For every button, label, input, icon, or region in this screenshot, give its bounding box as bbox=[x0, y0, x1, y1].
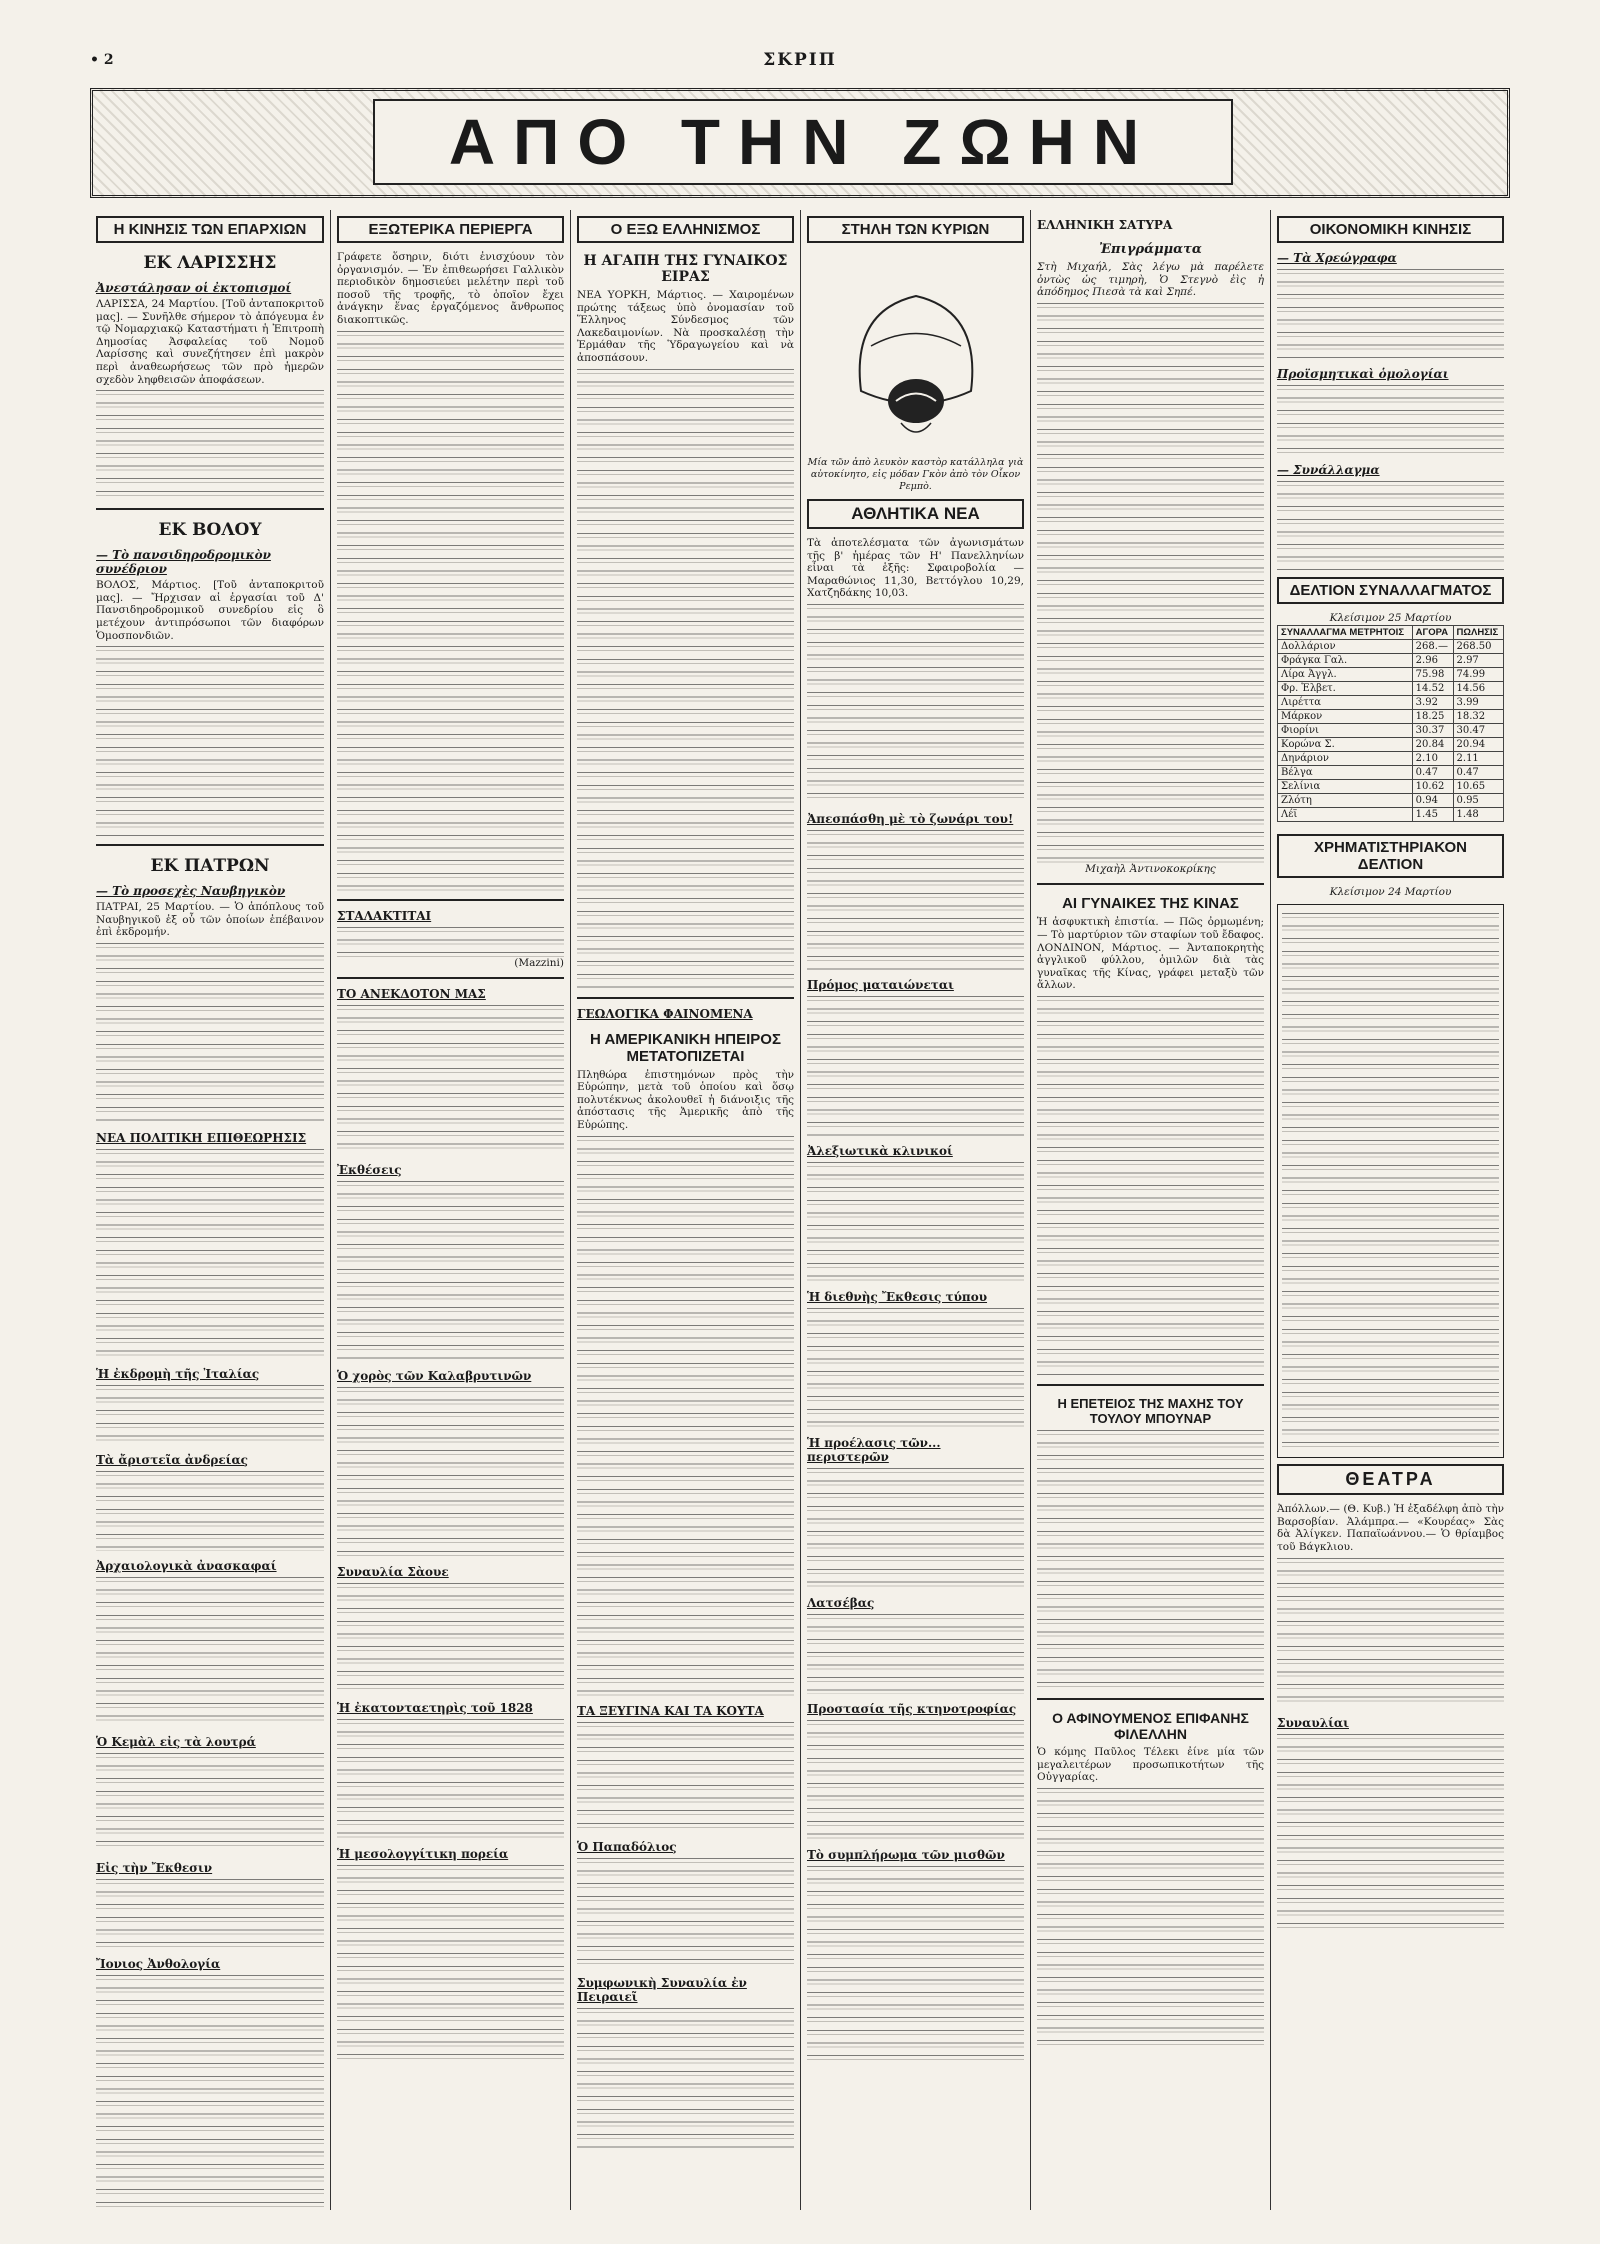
col-header: ΠΩΛΗΣΙΣ bbox=[1453, 625, 1503, 639]
text-block bbox=[337, 331, 564, 891]
article-title: Πρόμος ματαιώνεται bbox=[807, 977, 954, 992]
stock-header: ΧΡΗΜΑΤΙΣΤΗΡΙΑΚΟΝ ΔΕΛΤΙΟΝ bbox=[1277, 834, 1504, 878]
table-cell: Λιρέττα bbox=[1278, 695, 1413, 709]
table-header-row bbox=[1278, 625, 1504, 639]
table-cell: 0.94 bbox=[1412, 793, 1453, 807]
text-block bbox=[577, 1136, 794, 1696]
article-title: Ἡ μεσολογγίτικη πορεία bbox=[337, 1847, 509, 1862]
column-provinces bbox=[90, 210, 330, 2210]
larissa-text: ΛΑΡΙΣΣΑ, 24 Μαρτίου. [Τοῦ ἀνταποκριτοῦ μας]. — Συνῆλθε σήμερον τὸ ἀπόγευμα ἐν τῷ Νομαρχιακῷ Καταστήματι ἡ Ἐπιτροπὴ Δημοσίας Ἀσφαλείας τοῦ Νομοῦ Λαρίσσης καὶ συνεζήτησεν ἐπὶ μακρὸν περὶ ἀναθεωρήσεως τῶν πρὸ ἡμερῶν σχεδὸν ληφθεισῶν ἀποφάσεων. bbox=[96, 298, 324, 386]
table-cell: 10.62 bbox=[1412, 779, 1453, 793]
text-block bbox=[807, 1308, 1024, 1428]
stock-date: Κλείσιμον 24 Μαρτίου bbox=[1329, 885, 1452, 898]
satire-subtitle: Ἐπιγράμματα bbox=[1099, 242, 1202, 257]
hellenism-header: Ο ΕΞΩ ΕΛΛΗΝΙΣΜΟΣ bbox=[577, 216, 794, 243]
table-row bbox=[1278, 709, 1504, 723]
text-block bbox=[1277, 385, 1504, 455]
column-hellenism bbox=[570, 210, 800, 2210]
table-row bbox=[1278, 723, 1504, 737]
table-cell: 10.65 bbox=[1453, 779, 1503, 793]
table-cell: 268.— bbox=[1412, 639, 1453, 653]
section-banner bbox=[90, 88, 1510, 198]
exchange-table bbox=[1277, 625, 1504, 822]
divider bbox=[337, 899, 564, 901]
table-cell: 2.96 bbox=[1412, 653, 1453, 667]
table-cell: 2.97 bbox=[1453, 653, 1503, 667]
volos-text: ΒΟΛΟΣ, Μάρτιος. [Τοῦ ἀνταποκριτοῦ μας]. — Ἤρχισαν αἱ ἐργασίαι τοῦ Δ' Πανσιδηροδρομικοῦ συνεδρίου εἰς ὃ μετέχουν ἀντιπρόσωποι τῶν διαφόρων Ὁμοσπονδιῶν. bbox=[96, 579, 324, 642]
article-title: Ἀπεσπάσθη μὲ τὸ ζωνάρι του! bbox=[807, 811, 1014, 826]
divider bbox=[337, 977, 564, 979]
table-cell: Φράγκα Γαλ. bbox=[1278, 653, 1413, 667]
story1-text: ΝΕΑ ΥΟΡΚΗ, Μάρτιος. — Χαιρομένων πρώτης τάξεως ὑπὸ ὀνομασίαν τοῦ Ἕλληνος Σύνδεσμος τῶν Λακεδαιμονίων. Νὰ προσκαλέσῃ τὴν Ἐρμάθαν τῆς Ὑδραγωγείου καὶ νὰ ἀποσπάσουν. bbox=[577, 289, 794, 364]
table-row bbox=[1278, 639, 1504, 653]
story2-headline: Η ΑΜΕΡΙΚΑΝΙΚΗ ΗΠΕΙΡΟΣ ΜΕΤΑΤΟΠΙΖΕΤΑΙ bbox=[590, 1030, 781, 1065]
table-row bbox=[1278, 807, 1504, 821]
article-title: Ἴονιος Ἀνθολογία bbox=[96, 1956, 221, 1971]
table-cell: 14.56 bbox=[1453, 681, 1503, 695]
text-block bbox=[1277, 1558, 1504, 1708]
article-title: Ὁ Κεμὰλ εἰς τὰ λουτρά bbox=[96, 1734, 256, 1749]
table-cell: Λίρα Ἀγγλ. bbox=[1278, 667, 1413, 681]
table-cell: 30.47 bbox=[1453, 723, 1503, 737]
theatre-text: Ἀπόλλων.— (Θ. Κυβ.) Ἡ ἐξαδέλφη ἀπὸ τὴν Βαρσοβίαν. Ἀλάμπρα.— «Κουρέας» Σὰς δὰ Ἀλίγκεν. Παπαϊωάννου.— Ὁ θρίαμβος τοῦ Βάγκλιου. bbox=[1277, 1503, 1504, 1553]
story2-kicker: ΓΕΩΛΟΓΙΚΑ ΦΑΙΝΟΜΕΝΑ bbox=[577, 1006, 753, 1021]
article-title: Εἰς τὴν Ἔκθεσιν bbox=[96, 1860, 213, 1875]
table-cell: Σελίνια bbox=[1278, 779, 1413, 793]
table-cell: 3.92 bbox=[1412, 695, 1453, 709]
table-row bbox=[1278, 751, 1504, 765]
sports-text: Τὰ ἀποτελέσματα τῶν ἀγωνισμάτων τῆς β' ἡμέρας τῶν Η' Πανελληνίων εἶναι τὰ ἑξῆς: Σφαιροβολία — Μαραθώνιος 11,30, Βεττόγλου 10,29, Χατζηδάκης 10,03. bbox=[807, 537, 1024, 600]
table-row bbox=[1278, 765, 1504, 779]
larissa-heading: ΕΚ ΛΑΡΙΣΣΗΣ bbox=[143, 253, 277, 273]
table-row bbox=[1278, 793, 1504, 807]
text-block bbox=[1037, 1430, 1264, 1690]
article-title: Συναυλία Σὰουε bbox=[337, 1565, 449, 1580]
volos-title: — Τὸ πανσιδηροδρομικὸν συνέδριον bbox=[96, 548, 271, 577]
table-cell: 268.50 bbox=[1453, 639, 1503, 653]
text-block bbox=[577, 1858, 794, 1968]
banner-title: ΑΠΟ ΤΗΝ ΖΩΗΝ bbox=[373, 99, 1233, 185]
text-block bbox=[96, 1149, 324, 1359]
patron-title: — Τὸ προσεχὲς Ναυβηγικὸν bbox=[96, 884, 286, 899]
exchange-header: ΔΕΛΤΙΟΝ ΣΥΝΑΛΛΑΓΜΑΤΟΣ bbox=[1277, 577, 1504, 604]
text-block bbox=[807, 604, 1024, 804]
table-cell: 3.99 bbox=[1453, 695, 1503, 709]
philhellene-text: Ὁ κόμης Παῦλος Τέλεκι ἐίνε μία τῶν μεγαλειτέρων προσωπικοτήτων τῆς Οὐγγαρίας. bbox=[1037, 1745, 1264, 1784]
table-cell: 18.32 bbox=[1453, 709, 1503, 723]
masthead: ΣΚΡΙΠ bbox=[763, 50, 837, 70]
table-cell: Φιορίνι bbox=[1278, 723, 1413, 737]
article-title: Ἡ διεθνὴς Ἔκθεσις τύπου bbox=[807, 1289, 988, 1304]
top-line bbox=[90, 50, 1510, 72]
text-block bbox=[337, 1387, 564, 1557]
text-block bbox=[337, 927, 564, 957]
divider bbox=[1037, 1698, 1264, 1700]
text-block bbox=[96, 1753, 324, 1853]
satire-title: ΕΛΛΗΝΙΚΗ ΣΑΤΥΡΑ bbox=[1037, 218, 1173, 232]
table-row bbox=[1278, 667, 1504, 681]
table-cell: 1.48 bbox=[1453, 807, 1503, 821]
hat-illustration bbox=[831, 251, 1001, 451]
volos-heading: ΕΚ ΒΟΛΟΥ bbox=[158, 520, 262, 541]
ladies-header: ΣΤΗΛΗ ΤΩΝ ΚΥΡΙΩΝ bbox=[807, 216, 1024, 243]
text-block bbox=[96, 390, 324, 500]
text-block bbox=[96, 943, 324, 1123]
table-cell: 20.84 bbox=[1412, 737, 1453, 751]
table-cell: 0.95 bbox=[1453, 793, 1503, 807]
table-cell: Ζλότη bbox=[1278, 793, 1413, 807]
text-block bbox=[807, 1720, 1024, 1840]
column-ladies bbox=[800, 210, 1030, 2210]
divider bbox=[577, 997, 794, 999]
larissa-title: Ἀνεστάλησαν οἱ ἐκτοπισμοί bbox=[96, 281, 292, 295]
table-cell: Δολλάριον bbox=[1278, 639, 1413, 653]
text-block bbox=[1037, 303, 1264, 863]
table-row bbox=[1278, 653, 1504, 667]
article-title: Ὁ Παπαδόλιος bbox=[577, 1839, 677, 1854]
article-title: Ἀρχαιολογικὰ ἀνασκαφαί bbox=[96, 1558, 277, 1573]
table-cell: 0.47 bbox=[1412, 765, 1453, 779]
text-block bbox=[1037, 1788, 1264, 2048]
article-title: Ὁ χορὸς τῶν Καλαβρυτινῶν bbox=[337, 1369, 532, 1384]
figure-caption: Μία τῶν ἀπὸ λευκὸν καστὸρ κατάλληλα γιὰ αὐτοκίνητο, εἰς μόδαν Γκὸν ἀπὸ τὸν Οἶκον Ρεμπὸ. bbox=[807, 457, 1024, 492]
page-number: • 2 bbox=[90, 52, 114, 68]
newspaper-page bbox=[90, 50, 1510, 2220]
article-title: Ἡ ἐκδρομὴ τῆς Ἰταλίας bbox=[96, 1366, 260, 1381]
text-block bbox=[337, 1583, 564, 1693]
anekdota-title: ΤΟ ΑΝΕΚΔΟΤΟΝ ΜΑΣ bbox=[337, 987, 486, 1002]
sports-header: ΑΘΛΗΤΙΚΑ ΝΕΑ bbox=[807, 499, 1024, 529]
concert-title: Συναυλίαι bbox=[1277, 1715, 1349, 1730]
text-block bbox=[96, 1385, 324, 1445]
economy-header: ΟΙΚΟΝΟΜΙΚΗ ΚΙΝΗΣΙΣ bbox=[1277, 216, 1504, 243]
table-cell: 2.11 bbox=[1453, 751, 1503, 765]
table-cell: 74.99 bbox=[1453, 667, 1503, 681]
divider bbox=[1037, 1384, 1264, 1386]
table-cell: Δηνάριον bbox=[1278, 751, 1413, 765]
economy-item: — Τὰ Χρεώγραφα bbox=[1277, 251, 1397, 265]
patron-text: ΠΑΤΡΑΙ, 25 Μαρτίου. — Ὁ ἀπόπλους τοῦ Ναυβηγικοῦ ἐξ οὗ τῶν ὁποίων ἐπέβαινον ἐπὶ ἐκδρομήν. bbox=[96, 901, 324, 939]
article-title: Ἡ ἐκατονταετηρὶς τοῦ 1828 bbox=[337, 1701, 533, 1716]
story2-text: Πληθώρα ἐπιστημόνων πρὸς τὴν Εὐρώπην, μετὰ τοῦ ὁποίου καὶ ὅσῳ πολυτέκνως ἀκολουθεῖ ἡ διάνοιξις τῆς ἀπόστασις τῆς Ἀμερικῆς ἀπὸ τῆς Εὐρώπης. bbox=[577, 1068, 794, 1131]
table-cell: 2.10 bbox=[1412, 751, 1453, 765]
economy-item: Προϊσμητικαὶ ὁμολογίαι bbox=[1277, 367, 1449, 381]
battle-headline: Η ΕΠΕΤΕΙΟΣ ΤΗΣ ΜΑΧΗΣ ΤΟΥ ΤΟΥΛΟΥ ΜΠΟΥΝΑΡ bbox=[1057, 1395, 1244, 1426]
table-row bbox=[1278, 779, 1504, 793]
chinese-text: Ἡ ἀσφυκτικὴ ἐπιστία. — Πῶς ὀρμωμένη; — Τὸ μαρτύριον τῶν σταφίων τοῦ ἔδαφος. ΛΟΝΔΙΝΟΝ, Μάρτιος. — Ἀνταποκρητὴς ἀγγλικοῦ φύλλου, ὁμιλῶν διὰ τὰς γυναῖκας τῆς Κίνας, γράφει μεταξὺ τῶν ἄλλων. bbox=[1037, 916, 1264, 992]
article-title: Προστασία τῆς κτηνοτροφίας bbox=[807, 1701, 1017, 1716]
divider bbox=[96, 844, 324, 846]
table-row bbox=[1278, 695, 1504, 709]
text-block bbox=[96, 1975, 324, 2210]
text-block bbox=[807, 1468, 1024, 1588]
article-title: Λατσέβας bbox=[807, 1595, 875, 1610]
text-block bbox=[96, 646, 324, 836]
patron-heading: ΕΚ ΠΑΤΡΩΝ bbox=[150, 856, 270, 877]
column-curiosities bbox=[330, 210, 570, 2210]
table-cell: Βέλγα bbox=[1278, 765, 1413, 779]
text-block bbox=[577, 2008, 794, 2148]
text-block bbox=[1277, 269, 1504, 359]
article-title: Ἀλεξιωτικὰ κλινικοί bbox=[807, 1143, 953, 1158]
text-block bbox=[337, 1865, 564, 2065]
provinces-header: Η ΚΙΝΗΣΙΣ ΤΩΝ ΕΠΑΡΧΙΩΝ bbox=[96, 216, 324, 243]
satire-verse: Στὴ Μιχαήλ, Σὰς λέγω μὰ παρέλετε ὀντὼς ὡς τιμηρὴ, Ὁ Στεγνὸ ἐὶς ἡ ἀπόδημος Πιεσὰ τὰ καὶ Σηπέ. bbox=[1037, 261, 1264, 299]
table-cell: Λέϊ bbox=[1278, 807, 1413, 821]
text-block bbox=[807, 996, 1024, 1136]
table-cell: 75.98 bbox=[1412, 667, 1453, 681]
article-title: ΤΑ ΞΕΥΓΙΝΑ ΚΑΙ ΤΑ ΚΟΥΤΑ bbox=[577, 1703, 764, 1718]
col-header: ΑΓΟΡΑ bbox=[1412, 625, 1453, 639]
divider bbox=[96, 508, 324, 510]
col-header: ΣΥΝΑΛΛΑΓΜΑ ΜΕΤΡΗΤΟΙΣ bbox=[1278, 625, 1413, 639]
text-block bbox=[807, 830, 1024, 970]
text-block bbox=[1277, 481, 1504, 571]
text-block bbox=[807, 1866, 1024, 2066]
exchange-date: Κλείσιμον 25 Μαρτίου bbox=[1329, 612, 1452, 624]
text-block bbox=[1037, 996, 1264, 1376]
text-block bbox=[337, 1181, 564, 1361]
text-block bbox=[337, 1719, 564, 1839]
table-row bbox=[1278, 681, 1504, 695]
story1-headline: Η ΑΓΑΠΗ ΤΗΣ ΓΥΝΑΙΚΟΣ ΕΙΡΑΣ bbox=[583, 253, 788, 285]
text-block bbox=[96, 1577, 324, 1727]
stock-table bbox=[1277, 904, 1504, 1458]
article-title: Ἡ προέλασις τῶν... περιστερῶν bbox=[807, 1435, 941, 1464]
quote-author: (Mazzini) bbox=[514, 956, 564, 969]
column-satire bbox=[1030, 210, 1270, 2210]
stalaktitai-title: ΣΤΑΛΑΚΤΙΤΑΙ bbox=[337, 908, 432, 923]
economy-item: — Συνάλλαγμα bbox=[1277, 463, 1380, 477]
verse-author: Μιχαὴλ Ἀντινοκοκρίκης bbox=[1085, 862, 1216, 875]
text-block bbox=[337, 1005, 564, 1155]
table-cell: Φρ. Ἑλβετ. bbox=[1278, 681, 1413, 695]
text-block bbox=[96, 1879, 324, 1949]
table-cell: 18.25 bbox=[1412, 709, 1453, 723]
table-row bbox=[1278, 737, 1504, 751]
text-block bbox=[807, 1162, 1024, 1282]
curiosities-header: ΕΞΩΤΕΡΙΚΑ ΠΕΡΙΕΡΓΑ bbox=[337, 216, 564, 243]
philhellene-headline: Ο ΑΦΙΝΟΥΜΕΝΟΣ ΕΠΙΦΑΝΗΣ ΦΙΛΕΛΛΗΝ bbox=[1052, 1709, 1249, 1742]
text-block bbox=[577, 369, 794, 989]
table-cell: 1.45 bbox=[1412, 807, 1453, 821]
article-title: Τὰ ἄριστεῖα ἀνδρείας bbox=[96, 1452, 248, 1467]
table-cell: 20.94 bbox=[1453, 737, 1503, 751]
table-cell: Κορώνα Σ. bbox=[1278, 737, 1413, 751]
article-title: Συμφωνικὴ Συναυλία ἐν Πειραιεῖ bbox=[577, 1975, 747, 2004]
article-title: Τὸ συμπλήρωμα τῶν μισθῶν bbox=[807, 1847, 1005, 1862]
text-block bbox=[1277, 1734, 1504, 1934]
text-block bbox=[807, 1614, 1024, 1694]
chinese-headline: ΑΙ ΓΥΝΑΙΚΕΣ ΤΗΣ ΚΙΝΑΣ bbox=[1062, 895, 1239, 913]
text-block bbox=[96, 1471, 324, 1551]
article-title: Ἐκθέσεις bbox=[337, 1163, 402, 1178]
table-cell: Μάρκον bbox=[1278, 709, 1413, 723]
text-block bbox=[1282, 913, 1499, 1453]
curiosities-text: Γράφετε ὅσηριν, διότι ἐνισχύουν τὸν ὀργανισμόν. — Ἐν ἐπιθεωρήσει Γαλλικὸν περιοδικὸν δημοσιεύει μελέτην περὶ τοῦ ποσοῦ τῆς τροφῆς, τὸ ὁποῖον ἔχει ἀνάγκην ἕνας ἐργαζόμενος ἄνθρωπος διακοπτικῶς. bbox=[337, 251, 564, 326]
text-block bbox=[577, 1722, 794, 1832]
table-cell: 30.37 bbox=[1412, 723, 1453, 737]
table-cell: 0.47 bbox=[1453, 765, 1503, 779]
article-title: ΝΕΑ ΠΟΛΙΤΙΚΗ ΕΠΙΘΕΩΡΗΣΙΣ bbox=[96, 1130, 307, 1145]
column-economy bbox=[1270, 210, 1510, 2210]
divider bbox=[1037, 883, 1264, 885]
table-cell: 14.52 bbox=[1412, 681, 1453, 695]
theatre-header: ΘΕΑΤΡΑ bbox=[1277, 1464, 1504, 1495]
